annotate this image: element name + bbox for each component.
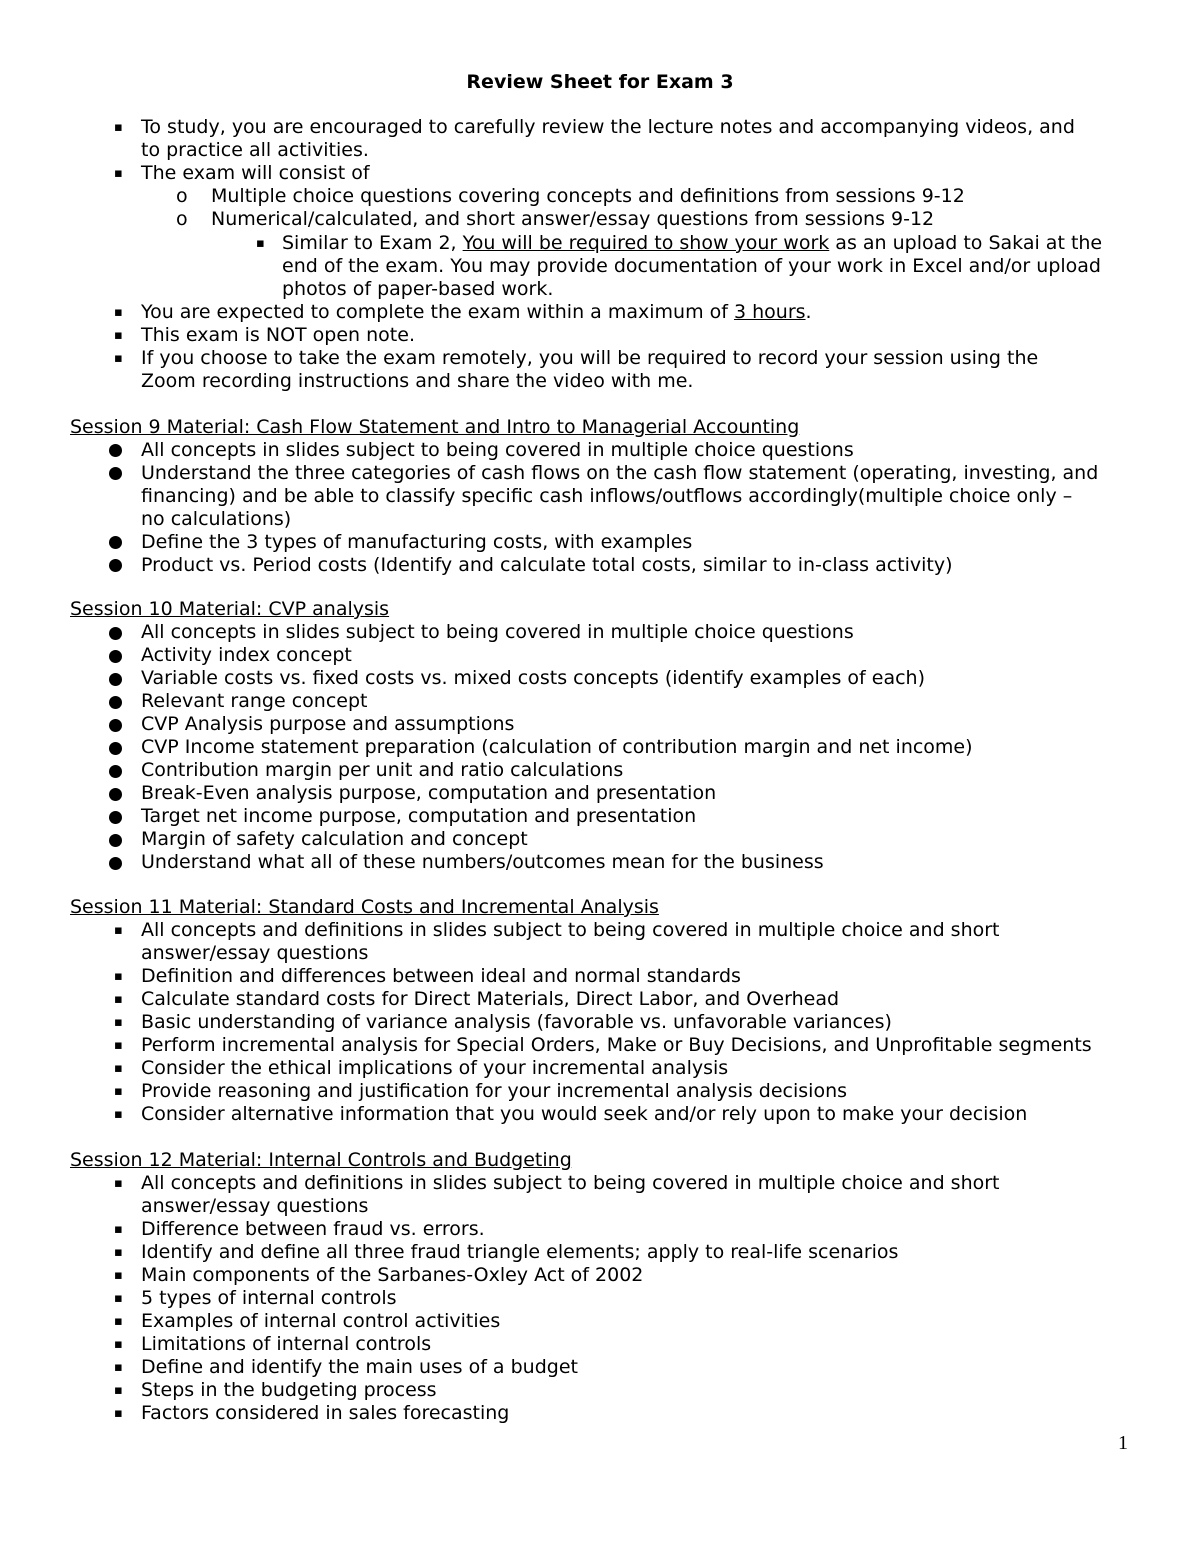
square-bullet: ▪ <box>114 1038 123 1053</box>
bullet-dot <box>109 627 122 640</box>
list-item: Product vs. Period costs (Identify and calculate total costs, similar to in-class activity) <box>141 554 953 576</box>
square-bullet: ▪ <box>256 236 265 251</box>
session-12-heading: Session 12 Material: Internal Controls and Budgeting <box>70 1149 572 1171</box>
square-bullet: ▪ <box>114 351 123 366</box>
bullet-dot <box>109 742 122 755</box>
square-bullet: ▪ <box>114 1291 123 1306</box>
list-item: Variable costs vs. fixed costs vs. mixed costs concepts (identify examples of each) <box>141 667 925 689</box>
square-bullet: ▪ <box>114 328 123 343</box>
square-bullet: ▪ <box>114 1314 123 1329</box>
square-bullet: ▪ <box>114 305 123 320</box>
list-item: Identify and define all three fraud triangle elements; apply to real-life scenarios <box>141 1241 899 1263</box>
square-bullet: ▪ <box>114 1061 123 1076</box>
list-item: Definition and differences between ideal and normal standards <box>141 965 741 987</box>
list-item: CVP Income statement preparation (calculation of contribution margin and net income) <box>141 736 973 758</box>
square-bullet: ▪ <box>114 1360 123 1375</box>
session-11-heading: Session 11 Material: Standard Costs and Incremental Analysis <box>70 896 659 918</box>
list-item: All concepts and definitions in slides subject to being covered in multiple choice and short <box>141 1172 1000 1194</box>
circle-bullet: o <box>176 208 188 230</box>
bullet-dot <box>109 719 122 732</box>
square-bullet: ▪ <box>114 1084 123 1099</box>
page-number: 1 <box>1118 1432 1128 1454</box>
intro-sub-multiple-choice: Multiple choice questions covering concepts and definitions from sessions 9-12 <box>211 185 965 207</box>
list-item: Calculate standard costs for Direct Materials, Direct Labor, and Overhead <box>141 988 840 1010</box>
list-item-cont: answer/essay questions <box>141 942 369 964</box>
list-item: Consider the ethical implications of your incremental analysis <box>141 1057 729 1079</box>
list-item: Limitations of internal controls <box>141 1333 432 1355</box>
square-bullet: ▪ <box>114 1015 123 1030</box>
list-item: CVP Analysis purpose and assumptions <box>141 713 515 735</box>
bullet-dot <box>109 559 122 572</box>
intro-bullet-remote: If you choose to take the exam remotely, you will be required to record your session using the <box>141 347 1039 369</box>
list-item: Main components of the Sarbanes-Oxley Act of 2002 <box>141 1264 644 1286</box>
bullet-dot <box>109 811 122 824</box>
bullet-dot <box>109 467 122 480</box>
square-bullet: ▪ <box>114 1176 123 1191</box>
bullet-dot <box>109 673 122 686</box>
list-item: Consider alternative information that you would seek and/or rely upon to make your decision <box>141 1103 1028 1125</box>
list-item-cont: financing) and be able to classify specific cash inflows/outflows accordingly(multiple choice only – <box>141 485 1073 507</box>
list-item: Define the 3 types of manufacturing costs, with examples <box>141 531 693 553</box>
list-item: Margin of safety calculation and concept <box>141 828 528 850</box>
bullet-dot <box>109 696 122 709</box>
square-bullet: ▪ <box>114 1268 123 1283</box>
intro-subsub-line3: photos of paper-based work. <box>282 278 554 300</box>
list-item: Provide reasoning and justification for your incremental analysis decisions <box>141 1080 848 1102</box>
session-9-heading: Session 9 Material: Cash Flow Statement and Intro to Managerial Accounting <box>70 416 800 438</box>
bullet-dot <box>109 650 122 663</box>
list-item: Perform incremental analysis for Special Orders, Make or Buy Decisions, and Unprofitable segments <box>141 1034 1092 1056</box>
list-item: Examples of internal control activities <box>141 1310 501 1332</box>
bullet-dot <box>109 788 122 801</box>
list-item-cont: no calculations) <box>141 508 292 530</box>
list-item: All concepts in slides subject to being covered in multiple choice questions <box>141 621 854 643</box>
intro-bullet-remote-cont: Zoom recording instructions and share the video with me. <box>141 370 694 392</box>
intro-bullet-time: You are expected to complete the exam within a maximum of 3 hours. <box>141 301 812 323</box>
intro-subsub-line2: end of the exam. You may provide documentation of your work in Excel and/or upload <box>282 255 1101 277</box>
page-title: Review Sheet for Exam 3 <box>466 71 734 93</box>
square-bullet: ▪ <box>114 992 123 1007</box>
square-bullet: ▪ <box>114 923 123 938</box>
session-10-heading: Session 10 Material: CVP analysis <box>70 598 390 620</box>
square-bullet: ▪ <box>114 1337 123 1352</box>
intro-subsub-show-work: Similar to Exam 2, You will be required to show your work as an upload to Sakai at the <box>282 232 1103 254</box>
list-item: Understand the three categories of cash flows on the cash flow statement (operating, investing, and <box>141 462 1099 484</box>
list-item: Target net income purpose, computation and presentation <box>141 805 697 827</box>
list-item: Understand what all of these numbers/outcomes mean for the business <box>141 851 824 873</box>
square-bullet: ▪ <box>114 1245 123 1260</box>
bullet-dot <box>109 834 122 847</box>
list-item: Basic understanding of variance analysis (favorable vs. unfavorable variances) <box>141 1011 892 1033</box>
square-bullet: ▪ <box>114 1406 123 1421</box>
list-item: Steps in the budgeting process <box>141 1379 437 1401</box>
square-bullet: ▪ <box>114 166 123 181</box>
list-item: Difference between fraud vs. errors. <box>141 1218 485 1240</box>
intro-bullet-study-cont: to practice all activities. <box>141 139 369 161</box>
bullet-dot <box>109 857 122 870</box>
list-item: Factors considered in sales forecasting <box>141 1402 510 1424</box>
list-item: 5 types of internal controls <box>141 1287 397 1309</box>
list-item: All concepts and definitions in slides subject to being covered in multiple choice and short <box>141 919 1000 941</box>
circle-bullet: o <box>176 185 188 207</box>
square-bullet: ▪ <box>114 1107 123 1122</box>
list-item: All concepts in slides subject to being covered in multiple choice questions <box>141 439 854 461</box>
intro-bullet-study: To study, you are encouraged to carefully review the lecture notes and accompanying videos, and <box>141 116 1075 138</box>
square-bullet: ▪ <box>114 120 123 135</box>
bullet-dot <box>109 444 122 457</box>
bullet-dot <box>109 765 122 778</box>
list-item: Activity index concept <box>141 644 352 666</box>
intro-bullet-not-open-note: This exam is NOT open note. <box>141 324 415 346</box>
list-item: Break-Even analysis purpose, computation and presentation <box>141 782 717 804</box>
square-bullet: ▪ <box>114 969 123 984</box>
bullet-dot <box>109 536 122 549</box>
square-bullet: ▪ <box>114 1383 123 1398</box>
list-item: Relevant range concept <box>141 690 368 712</box>
list-item-cont: answer/essay questions <box>141 1195 369 1217</box>
list-item: Define and identify the main uses of a budget <box>141 1356 578 1378</box>
list-item: Contribution margin per unit and ratio calculations <box>141 759 624 781</box>
square-bullet: ▪ <box>114 1222 123 1237</box>
intro-bullet-exam-consist: The exam will consist of <box>141 162 370 184</box>
intro-sub-numerical: Numerical/calculated, and short answer/essay questions from sessions 9-12 <box>211 208 935 230</box>
